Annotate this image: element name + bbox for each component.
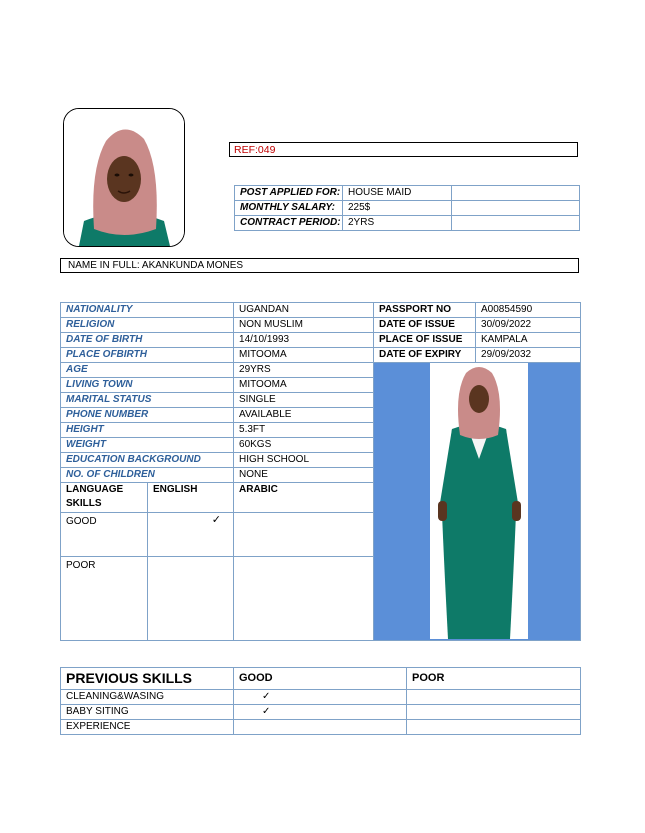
detail-label: NO. OF CHILDREN [61, 468, 234, 483]
language-skills-header: LANGUAGE SKILLS [61, 483, 148, 513]
good-label: GOOD [61, 513, 148, 557]
passport-value: A00854590 [476, 303, 581, 318]
table-row [235, 201, 580, 216]
detail-label: PHONE NUMBER [61, 408, 234, 423]
detail-value: MITOOMA [234, 378, 374, 393]
check-icon: ✓ [234, 705, 407, 720]
passport-value: 30/09/2022 [476, 318, 581, 333]
post-value: HOUSE MAID [343, 186, 452, 201]
previous-skills-header: PREVIOUS SKILLS [61, 668, 234, 690]
table-row [61, 318, 581, 333]
table-row [61, 668, 581, 690]
detail-value: 29YRS [234, 363, 374, 378]
detail-label: LIVING TOWN [61, 378, 234, 393]
detail-value: SINGLE [234, 393, 374, 408]
detail-label: EDUCATION BACKGROUND [61, 453, 234, 468]
arabic-header: ARABIC [234, 483, 374, 513]
detail-label: WEIGHT [61, 438, 234, 453]
table-row [61, 720, 581, 735]
table-row [235, 216, 580, 231]
detail-label: MARITAL STATUS [61, 393, 234, 408]
post-label: POST APPLIED FOR: [235, 186, 343, 201]
detail-label: AGE [61, 363, 234, 378]
detail-value: HIGH SCHOOL [234, 453, 374, 468]
headshot-photo [63, 108, 185, 247]
contract-label: CONTRACT PERIOD: [235, 216, 343, 231]
detail-label: RELIGION [61, 318, 234, 333]
table-row [235, 186, 580, 201]
full-body-photo [374, 363, 581, 641]
english-header: ENGLISH [148, 483, 234, 513]
poor-column-header: POOR [407, 668, 581, 690]
poor-label: POOR [61, 557, 148, 641]
table-row [61, 363, 581, 378]
detail-value: NONE [234, 468, 374, 483]
passport-label: DATE OF ISSUE [374, 318, 476, 333]
skill-label: EXPERIENCE [61, 720, 234, 735]
passport-label: DATE OF EXPIRY [374, 348, 476, 363]
detail-value: MITOOMA [234, 348, 374, 363]
details-table [60, 302, 581, 641]
skill-label: BABY SITING [61, 705, 234, 720]
check-icon: ✓ [211, 514, 222, 526]
post-table [234, 185, 580, 231]
passport-label: PLACE OF ISSUE [374, 333, 476, 348]
skill-label: CLEANING&WASING [61, 690, 234, 705]
check-icon: ✓ [234, 690, 407, 705]
detail-label: HEIGHT [61, 423, 234, 438]
detail-value: UGANDAN [234, 303, 374, 318]
detail-value: 14/10/1993 [234, 333, 374, 348]
detail-value: 5.3FT [234, 423, 374, 438]
reference-number: REF:049 [229, 142, 578, 157]
passport-value: 29/09/2032 [476, 348, 581, 363]
detail-label: NATIONALITY [61, 303, 234, 318]
detail-value: 60KGS [234, 438, 374, 453]
detail-label: PLACE OFBIRTH [61, 348, 234, 363]
salary-value: 225$ [343, 201, 452, 216]
table-row [61, 705, 581, 720]
detail-value: NON MUSLIM [234, 318, 374, 333]
passport-label: PASSPORT NO [374, 303, 476, 318]
table-row [61, 690, 581, 705]
english-good-cell [148, 513, 234, 557]
salary-label: MONTHLY SALARY: [235, 201, 343, 216]
detail-label: DATE OF BIRTH [61, 333, 234, 348]
contract-value: 2YRS [343, 216, 452, 231]
good-column-header: GOOD [234, 668, 407, 690]
detail-value: AVAILABLE [234, 408, 374, 423]
table-row [61, 348, 581, 363]
table-row [61, 333, 581, 348]
full-name: NAME IN FULL: AKANKUNDA MONES [60, 258, 579, 273]
table-row [61, 303, 581, 318]
skills-table [60, 667, 581, 735]
passport-value: KAMPALA [476, 333, 581, 348]
